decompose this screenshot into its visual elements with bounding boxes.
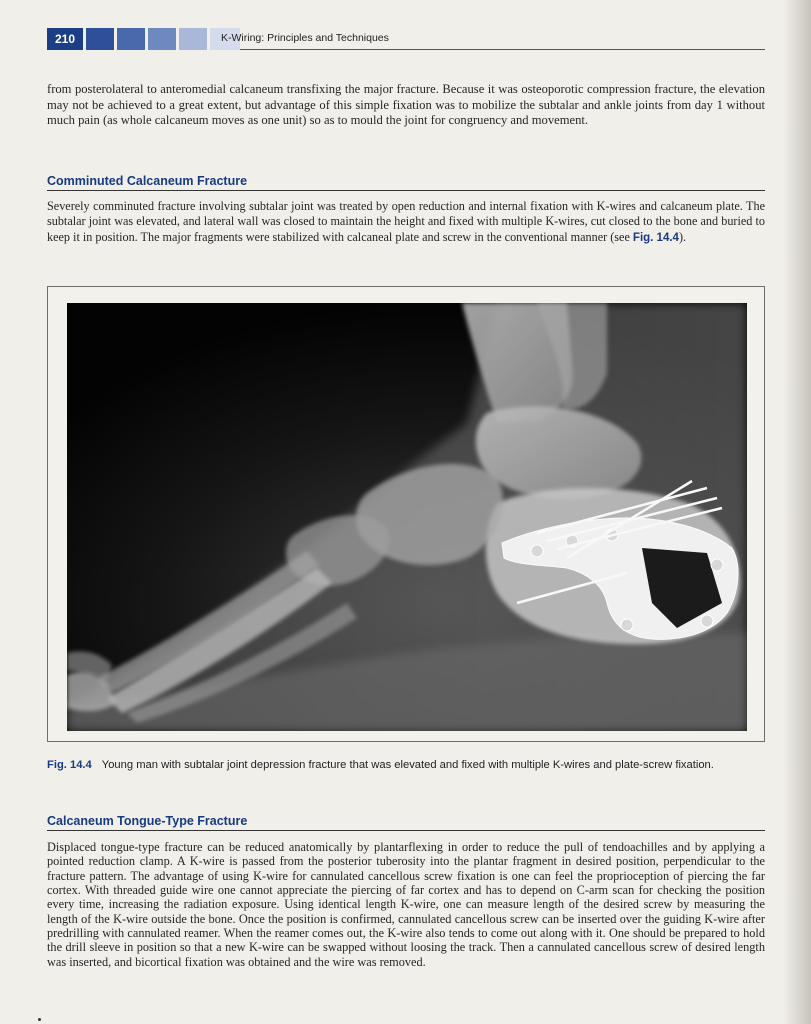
header-color-block — [148, 28, 176, 50]
header-color-block — [86, 28, 114, 50]
xray-image — [67, 303, 747, 731]
header-color-block — [117, 28, 145, 50]
figure-caption — [47, 758, 765, 772]
figure-label: Fig. 14.4 — [47, 759, 92, 771]
intro-paragraph: from posterolateral to anteromedial calcaneum transfixing the major fracture. Because it was osteoporotic compression fracture, the elevation may not be achieved to a great extent, but advantage of this simple fixation was to mobilize the subtalar and ankle joints from day 1 without much pain (as whole calcaneum moves as one unit) so as to mould the joint for congruency and movement. — [47, 82, 765, 128]
running-title: K-Wiring: Principles and Techniques — [221, 32, 389, 44]
figure-frame — [47, 286, 765, 742]
paragraph-text-end: ). — [678, 229, 687, 244]
page-number: 210 — [47, 28, 83, 50]
page-mark — [38, 1018, 41, 1021]
heading-comminuted-calcaneum-fracture: Comminuted Calcaneum Fracture — [47, 174, 765, 191]
page-header — [47, 24, 765, 54]
tongue-type-fracture-paragraph: Displaced tongue-type fracture can be reduced anatomically by plantarflexing in order to reduce the pull of tendoachilles and by applying a pointed reduction clamp. A K-wire is passed from the posterior tuberosity into the plantar fragment in desired position, perpendicular to the fracture pattern. The advantage of using K-wire for cannulated cancellous screw fixation is one can feel the proprioception of piercing the far cortex. With threaded guide wire one cannot appreciate the piercing of far cortex and has to depend on C-arm scan for checking the position every time, increasing the radiation exposure. Using identical length K-wire, one can measure length of the desired screw by measuring the length of the K-wire outside the bone. Once the position is confirmed, cannulated cancellous screw can be inserted over the guiding K-wire after predrilling with cannulated reamer. When the reamer comes out, the K-wire also tends to come out along with it. One should be prepared to hold the drill sleeve in position so that a new K-wire can be swapped without loosing the track. Then a cannulated cancellous screw of desired length was inserted, and bicortical fixation was obtained and the wire was removed. — [47, 840, 765, 969]
comminuted-fracture-paragraph — [47, 199, 765, 246]
heading-calcaneum-tongue-type-fracture: Calcaneum Tongue-Type Fracture — [47, 814, 765, 831]
header-rule — [240, 49, 765, 50]
foot-xray-illustration — [67, 303, 747, 731]
page-edge-shadow — [783, 0, 811, 1024]
figure-reference-link[interactable]: Fig. 14.4 — [632, 231, 679, 244]
header-color-block — [179, 28, 207, 50]
figure-caption-text: Young man with subtalar joint depression fracture that was elevated and fixed with multiple K-wires and plate-screw fixation. — [101, 759, 714, 771]
paragraph-text: Severely comminuted fracture involving subtalar joint was treated by open reduction and internal fixation with K-wires and calcaneum plate. The subtalar joint was elevated, and lateral wall was closed to maintain the height and fixed with multiple K-wires, cut closed to the bone and buried to keep it in position. The major fragments were stabilized with calcaneal plate and screw in the conventional manner (see — [47, 199, 765, 244]
